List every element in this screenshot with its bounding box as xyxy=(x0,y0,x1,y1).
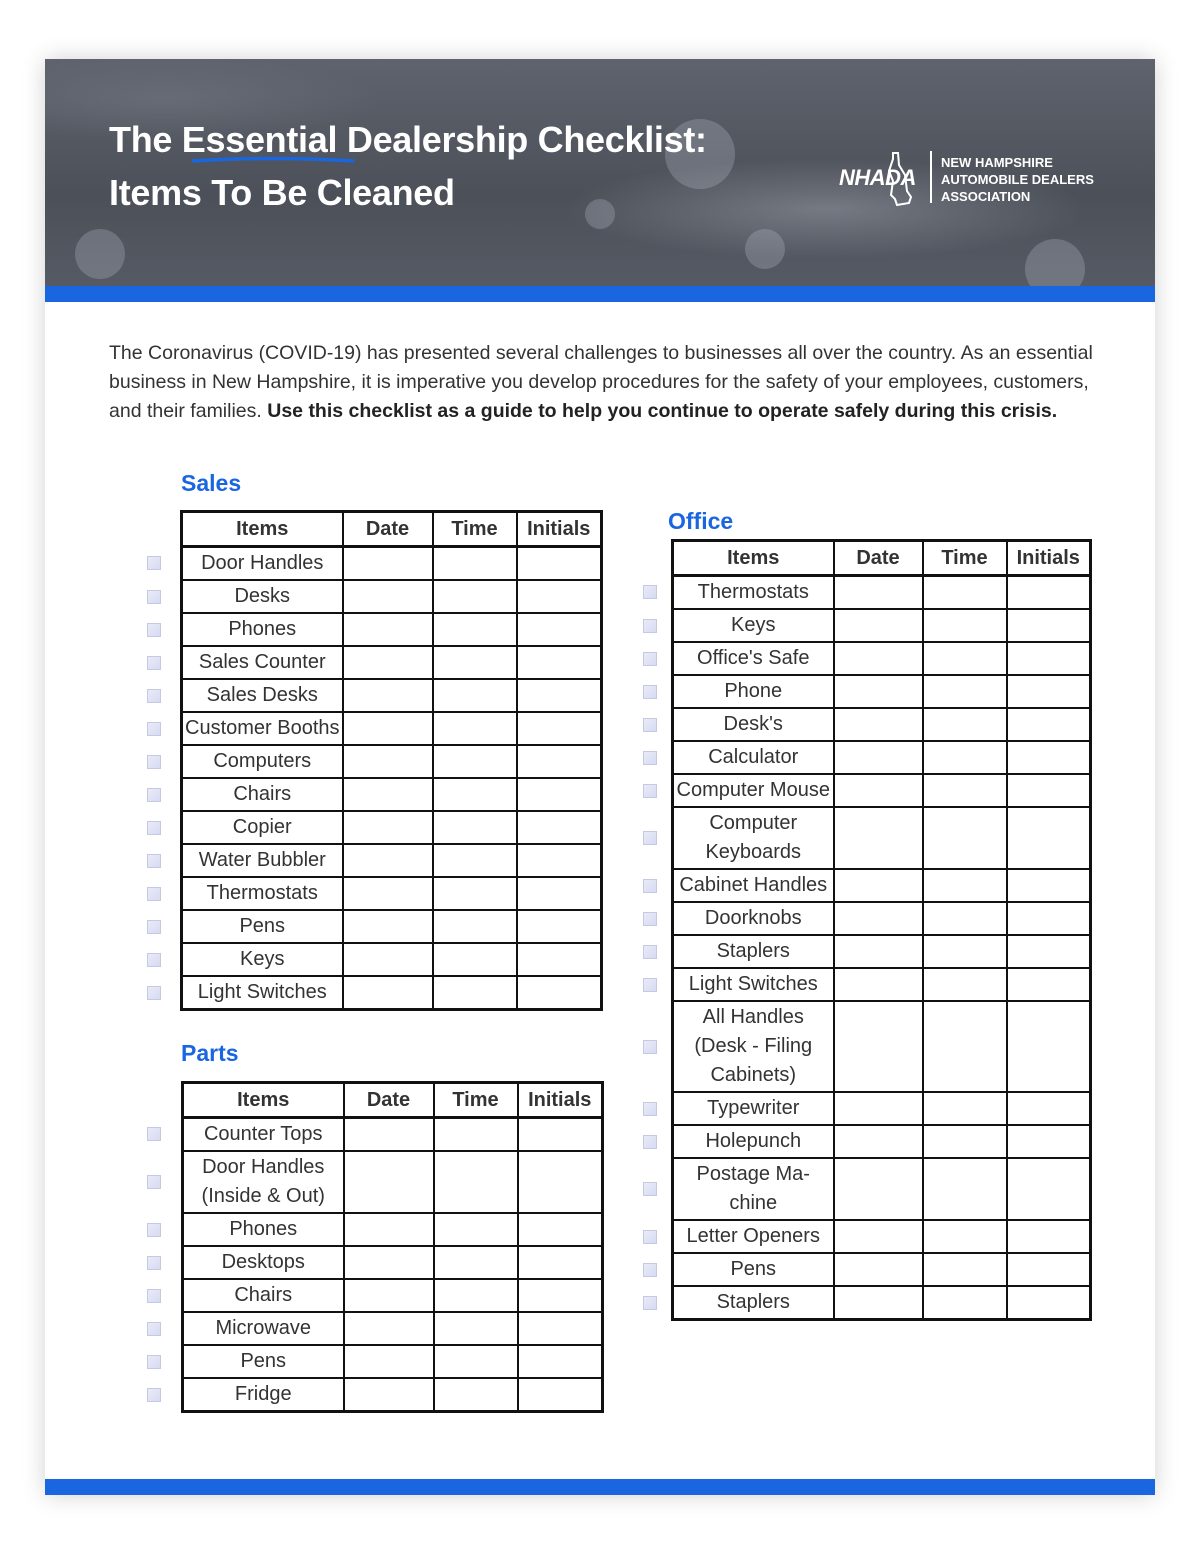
initials-cell[interactable] xyxy=(517,844,602,877)
item-name: Letter Openers xyxy=(673,1220,834,1253)
initials-cell[interactable] xyxy=(1007,807,1091,869)
date-cell[interactable] xyxy=(343,844,433,877)
date-cell[interactable] xyxy=(343,778,433,811)
table-row xyxy=(673,774,1091,807)
date-cell[interactable] xyxy=(343,679,433,712)
row-checkbox[interactable] xyxy=(147,920,161,934)
table-row xyxy=(182,745,602,778)
table-row xyxy=(182,613,602,646)
col-header-date: Date xyxy=(834,541,923,576)
row-checkbox[interactable] xyxy=(643,1230,657,1244)
initials-cell[interactable] xyxy=(517,811,602,844)
time-cell[interactable] xyxy=(923,609,1007,642)
header-blue-band xyxy=(45,286,1155,302)
initials-cell[interactable] xyxy=(517,877,602,910)
item-name: Calculator xyxy=(673,741,834,774)
table-row xyxy=(673,576,1091,610)
item-name: Postage Ma-chine xyxy=(673,1158,834,1220)
time-cell[interactable] xyxy=(923,1158,1007,1220)
item-name: Staplers xyxy=(673,935,834,968)
initials-cell[interactable] xyxy=(1007,1253,1091,1286)
initials-cell[interactable] xyxy=(517,580,602,613)
time-cell[interactable] xyxy=(433,844,517,877)
date-cell[interactable] xyxy=(344,1118,434,1152)
date-cell[interactable] xyxy=(834,675,923,708)
date-cell[interactable] xyxy=(343,877,433,910)
time-cell[interactable] xyxy=(923,675,1007,708)
date-cell[interactable] xyxy=(834,968,923,1001)
time-cell[interactable] xyxy=(434,1312,518,1345)
col-header-time: Time xyxy=(433,512,517,547)
row-checkbox[interactable] xyxy=(643,978,657,992)
initials-cell[interactable] xyxy=(517,547,602,581)
time-cell[interactable] xyxy=(433,646,517,679)
intro-paragraph xyxy=(109,339,1099,426)
time-cell[interactable] xyxy=(923,968,1007,1001)
date-cell[interactable] xyxy=(834,1220,923,1253)
item-name: Pens xyxy=(182,910,343,943)
row-checkbox[interactable] xyxy=(643,718,657,732)
date-cell[interactable] xyxy=(834,1253,923,1286)
table-row xyxy=(673,807,1091,869)
initials-cell[interactable] xyxy=(517,910,602,943)
table-row xyxy=(673,902,1091,935)
initials-cell[interactable] xyxy=(517,613,602,646)
item-name: Doorknobs xyxy=(673,902,834,935)
date-cell[interactable] xyxy=(343,811,433,844)
item-name: Thermostats xyxy=(673,576,834,610)
time-cell[interactable] xyxy=(923,1001,1007,1092)
row-checkbox[interactable] xyxy=(147,556,161,570)
item-name: Chairs xyxy=(183,1279,344,1312)
time-cell[interactable] xyxy=(434,1118,518,1152)
header-banner xyxy=(45,59,1155,286)
table-row xyxy=(673,642,1091,675)
date-cell[interactable] xyxy=(834,935,923,968)
table-row xyxy=(183,1312,603,1345)
initials-cell[interactable] xyxy=(518,1345,603,1378)
initials-cell[interactable] xyxy=(518,1151,603,1213)
item-name: Sales Desks xyxy=(182,679,343,712)
row-checkbox[interactable] xyxy=(147,755,161,769)
table-row xyxy=(673,1001,1091,1092)
time-cell[interactable] xyxy=(923,576,1007,610)
col-header-time: Time xyxy=(434,1083,518,1118)
time-cell[interactable] xyxy=(923,642,1007,675)
col-header-date: Date xyxy=(343,512,433,547)
parts-table xyxy=(181,1081,604,1413)
col-header-initials: Initials xyxy=(1007,541,1091,576)
col-header-items: Items xyxy=(183,1083,344,1118)
item-name: Chairs xyxy=(182,778,343,811)
initials-cell[interactable] xyxy=(1007,902,1091,935)
time-cell[interactable] xyxy=(923,1092,1007,1125)
time-cell[interactable] xyxy=(923,1286,1007,1320)
row-checkbox[interactable] xyxy=(147,1223,161,1237)
initials-cell[interactable] xyxy=(1007,1220,1091,1253)
date-cell[interactable] xyxy=(343,976,433,1010)
item-name: Phones xyxy=(183,1213,344,1246)
initials-cell[interactable] xyxy=(1007,708,1091,741)
table-row xyxy=(182,580,602,613)
date-cell[interactable] xyxy=(343,745,433,778)
initials-cell[interactable] xyxy=(518,1246,603,1279)
item-name: Desktops xyxy=(183,1246,344,1279)
table-row xyxy=(182,910,602,943)
row-checkbox[interactable] xyxy=(643,1102,657,1116)
time-cell[interactable] xyxy=(433,712,517,745)
table-row xyxy=(673,1220,1091,1253)
date-cell[interactable] xyxy=(834,708,923,741)
initials-cell[interactable] xyxy=(1007,1286,1091,1320)
date-cell[interactable] xyxy=(344,1213,434,1246)
table-row xyxy=(182,646,602,679)
date-cell[interactable] xyxy=(834,576,923,610)
item-name: Computers xyxy=(182,745,343,778)
date-cell[interactable] xyxy=(344,1151,434,1213)
item-name: Counter Tops xyxy=(183,1118,344,1152)
item-name: Fridge xyxy=(183,1378,344,1412)
title-line-2: Items To Be Cleaned xyxy=(109,172,455,213)
row-checkbox[interactable] xyxy=(147,623,161,637)
item-name: Computer Mouse xyxy=(673,774,834,807)
item-name: Computer Keyboards xyxy=(673,807,834,869)
row-checkbox[interactable] xyxy=(147,788,161,802)
office-section-title: Office xyxy=(668,508,734,534)
time-cell[interactable] xyxy=(923,774,1007,807)
date-cell[interactable] xyxy=(343,613,433,646)
row-checkbox[interactable] xyxy=(643,831,657,845)
item-name: Desk's xyxy=(673,708,834,741)
logo-text xyxy=(941,154,1094,205)
initials-cell[interactable] xyxy=(1007,1092,1091,1125)
time-cell[interactable] xyxy=(433,580,517,613)
item-name: Customer Booths xyxy=(182,712,343,745)
initials-cell[interactable] xyxy=(517,745,602,778)
table-row xyxy=(183,1151,603,1213)
row-checkbox[interactable] xyxy=(147,1289,161,1303)
time-cell[interactable] xyxy=(433,877,517,910)
row-checkbox[interactable] xyxy=(147,986,161,1000)
time-cell[interactable] xyxy=(433,745,517,778)
row-checkbox[interactable] xyxy=(643,585,657,599)
item-name: Pens xyxy=(673,1253,834,1286)
item-name: Sales Counter xyxy=(182,646,343,679)
item-name: Office's Safe xyxy=(673,642,834,675)
row-checkbox[interactable] xyxy=(147,821,161,835)
logo-line-2: AUTOMOBILE DEALERS xyxy=(941,172,1094,187)
item-name: Phone xyxy=(673,675,834,708)
initials-cell[interactable] xyxy=(517,679,602,712)
date-cell[interactable] xyxy=(344,1345,434,1378)
col-header-initials: Initials xyxy=(517,512,602,547)
item-name: Holepunch xyxy=(673,1125,834,1158)
time-cell[interactable] xyxy=(923,869,1007,902)
item-name: Phones xyxy=(182,613,343,646)
col-header-date: Date xyxy=(344,1083,434,1118)
item-name: Light Switches xyxy=(182,976,343,1010)
item-name: Pens xyxy=(183,1345,344,1378)
row-checkbox[interactable] xyxy=(643,912,657,926)
time-cell[interactable] xyxy=(434,1213,518,1246)
initials-cell[interactable] xyxy=(518,1213,603,1246)
time-cell[interactable] xyxy=(433,613,517,646)
initials-cell[interactable] xyxy=(1007,1158,1091,1220)
initials-cell[interactable] xyxy=(1007,741,1091,774)
table-row xyxy=(673,675,1091,708)
initials-cell[interactable] xyxy=(517,646,602,679)
initials-cell[interactable] xyxy=(1007,642,1091,675)
intro-text: The Coronavirus (COVID-19) has presented several challenges to businesses all over the country. As an essential business in New Hampshire, it is imperative you develop procedures for the safety of your employees, customers, and their families. xyxy=(109,342,1093,422)
time-cell[interactable] xyxy=(433,547,517,581)
item-name: Light Switches xyxy=(673,968,834,1001)
date-cell[interactable] xyxy=(834,902,923,935)
row-checkbox[interactable] xyxy=(147,953,161,967)
date-cell[interactable] xyxy=(344,1378,434,1412)
date-cell[interactable] xyxy=(343,910,433,943)
date-cell[interactable] xyxy=(834,609,923,642)
row-checkbox[interactable] xyxy=(643,945,657,959)
time-cell[interactable] xyxy=(923,741,1007,774)
table-row xyxy=(183,1213,603,1246)
date-cell[interactable] xyxy=(344,1312,434,1345)
row-checkbox[interactable] xyxy=(147,1388,161,1402)
item-name: Door Handles (Inside & Out) xyxy=(183,1151,344,1213)
initials-cell[interactable] xyxy=(517,778,602,811)
time-cell[interactable] xyxy=(434,1345,518,1378)
time-cell[interactable] xyxy=(433,910,517,943)
row-checkbox[interactable] xyxy=(643,1135,657,1149)
initials-cell[interactable] xyxy=(1007,609,1091,642)
row-checkbox[interactable] xyxy=(643,751,657,765)
date-cell[interactable] xyxy=(343,646,433,679)
table-row xyxy=(673,1092,1091,1125)
logo-line-1: NEW HAMPSHIRE xyxy=(941,155,1053,170)
item-name: Typewriter xyxy=(673,1092,834,1125)
logo-line-3: ASSOCIATION xyxy=(941,189,1031,204)
time-cell[interactable] xyxy=(923,1220,1007,1253)
table-row xyxy=(182,844,602,877)
item-name: Staplers xyxy=(673,1286,834,1320)
intro-bold: Use this checklist as a guide to help you continue to operate safely during this crisis. xyxy=(267,400,1058,422)
time-cell[interactable] xyxy=(433,679,517,712)
initials-cell[interactable] xyxy=(517,976,602,1010)
initials-cell[interactable] xyxy=(518,1378,603,1412)
table-row xyxy=(182,778,602,811)
table-row xyxy=(673,968,1091,1001)
table-row xyxy=(673,869,1091,902)
row-checkbox[interactable] xyxy=(643,1040,657,1054)
time-cell[interactable] xyxy=(433,976,517,1010)
time-cell[interactable] xyxy=(433,811,517,844)
date-cell[interactable] xyxy=(834,1092,923,1125)
date-cell[interactable] xyxy=(344,1279,434,1312)
initials-cell[interactable] xyxy=(1007,869,1091,902)
title-underline xyxy=(190,156,356,164)
initials-cell[interactable] xyxy=(1007,1125,1091,1158)
time-cell[interactable] xyxy=(433,778,517,811)
item-name: Keys xyxy=(673,609,834,642)
row-checkbox[interactable] xyxy=(147,656,161,670)
date-cell[interactable] xyxy=(834,1158,923,1220)
initials-cell[interactable] xyxy=(1007,1001,1091,1092)
time-cell[interactable] xyxy=(923,1125,1007,1158)
date-cell[interactable] xyxy=(834,741,923,774)
item-name: Desks xyxy=(182,580,343,613)
parts-section-title: Parts xyxy=(181,1040,239,1066)
item-name: Cabinet Handles xyxy=(673,869,834,902)
table-row xyxy=(183,1345,603,1378)
table-row xyxy=(673,1158,1091,1220)
item-name: Microwave xyxy=(183,1312,344,1345)
table-row xyxy=(673,609,1091,642)
time-cell[interactable] xyxy=(923,935,1007,968)
item-name: Door Handles xyxy=(182,547,343,581)
row-checkbox[interactable] xyxy=(643,879,657,893)
date-cell[interactable] xyxy=(343,547,433,581)
date-cell[interactable] xyxy=(834,1125,923,1158)
item-name: Keys xyxy=(182,943,343,976)
time-cell[interactable] xyxy=(434,1279,518,1312)
row-checkbox[interactable] xyxy=(147,1256,161,1270)
item-name: Copier xyxy=(182,811,343,844)
initials-cell[interactable] xyxy=(518,1279,603,1312)
table-row xyxy=(183,1279,603,1312)
time-cell[interactable] xyxy=(434,1378,518,1412)
table-row xyxy=(182,943,602,976)
row-checkbox[interactable] xyxy=(147,854,161,868)
table-row xyxy=(673,1253,1091,1286)
row-checkbox[interactable] xyxy=(643,1182,657,1196)
date-cell[interactable] xyxy=(834,642,923,675)
table-row xyxy=(183,1378,603,1412)
table-row xyxy=(673,935,1091,968)
time-cell[interactable] xyxy=(923,807,1007,869)
table-row xyxy=(673,708,1091,741)
table-row xyxy=(673,741,1091,774)
office-table xyxy=(671,539,1092,1321)
footer-blue-band xyxy=(45,1479,1155,1495)
time-cell[interactable] xyxy=(433,943,517,976)
checklist-sheet xyxy=(45,59,1155,1495)
row-checkbox[interactable] xyxy=(147,1175,161,1189)
logo-divider xyxy=(930,151,932,203)
date-cell[interactable] xyxy=(834,1001,923,1092)
initials-cell[interactable] xyxy=(1007,935,1091,968)
date-cell[interactable] xyxy=(834,1286,923,1320)
table-row xyxy=(673,1125,1091,1158)
date-cell[interactable] xyxy=(343,712,433,745)
row-checkbox[interactable] xyxy=(643,685,657,699)
table-row xyxy=(183,1118,603,1152)
item-name: Water Bubbler xyxy=(182,844,343,877)
row-checkbox[interactable] xyxy=(643,1263,657,1277)
date-cell[interactable] xyxy=(344,1246,434,1279)
table-row xyxy=(183,1246,603,1279)
row-checkbox[interactable] xyxy=(643,652,657,666)
row-checkbox[interactable] xyxy=(147,1355,161,1369)
date-cell[interactable] xyxy=(834,774,923,807)
col-header-initials: Initials xyxy=(518,1083,603,1118)
initials-cell[interactable] xyxy=(517,712,602,745)
table-row xyxy=(182,976,602,1010)
date-cell[interactable] xyxy=(343,943,433,976)
title-line-1: The Essential Dealership Checklist: xyxy=(109,119,707,160)
initials-cell[interactable] xyxy=(1007,675,1091,708)
row-checkbox[interactable] xyxy=(643,1296,657,1310)
time-cell[interactable] xyxy=(434,1151,518,1213)
col-header-time: Time xyxy=(923,541,1007,576)
time-cell[interactable] xyxy=(923,708,1007,741)
initials-cell[interactable] xyxy=(1007,968,1091,1001)
item-name: Thermostats xyxy=(182,877,343,910)
row-checkbox[interactable] xyxy=(147,1127,161,1141)
table-row xyxy=(182,877,602,910)
row-checkbox[interactable] xyxy=(147,689,161,703)
col-header-items: Items xyxy=(673,541,834,576)
time-cell[interactable] xyxy=(923,1253,1007,1286)
initials-cell[interactable] xyxy=(1007,576,1091,610)
time-cell[interactable] xyxy=(434,1246,518,1279)
row-checkbox[interactable] xyxy=(147,722,161,736)
col-header-items: Items xyxy=(182,512,343,547)
table-row xyxy=(182,679,602,712)
sales-table xyxy=(180,510,603,1011)
date-cell[interactable] xyxy=(834,807,923,869)
table-row xyxy=(182,712,602,745)
row-checkbox[interactable] xyxy=(147,590,161,604)
initials-cell[interactable] xyxy=(518,1118,603,1152)
time-cell[interactable] xyxy=(923,902,1007,935)
row-checkbox[interactable] xyxy=(643,784,657,798)
item-name: All Handles (Desk - Filing Cabinets) xyxy=(673,1001,834,1092)
table-row xyxy=(182,547,602,581)
row-checkbox[interactable] xyxy=(147,1322,161,1336)
sales-section-title: Sales xyxy=(181,470,242,496)
logo-abbrev: NHADA xyxy=(839,165,916,190)
date-cell[interactable] xyxy=(343,580,433,613)
row-checkbox[interactable] xyxy=(643,619,657,633)
table-row xyxy=(182,811,602,844)
date-cell[interactable] xyxy=(834,869,923,902)
initials-cell[interactable] xyxy=(1007,774,1091,807)
initials-cell[interactable] xyxy=(518,1312,603,1345)
row-checkbox[interactable] xyxy=(147,887,161,901)
table-row xyxy=(673,1286,1091,1320)
initials-cell[interactable] xyxy=(517,943,602,976)
